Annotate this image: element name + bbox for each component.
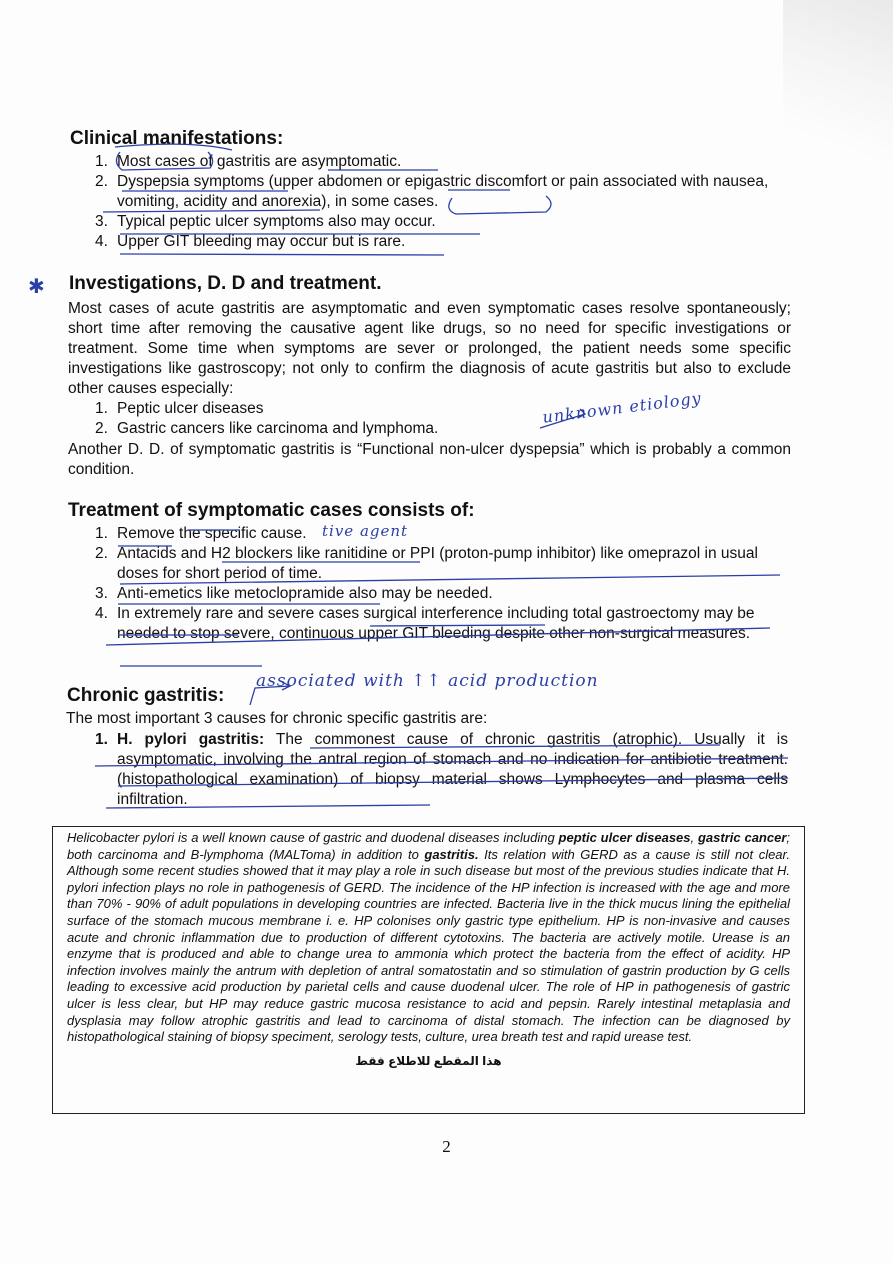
list-item [95, 212, 792, 232]
list-item [95, 584, 775, 604]
hp-info-text: Helicobacter pylori is a well known cause of gastric and duodenal diseases including peptic ulcer diseases, gastric cancer; both carcinoma and B-lymphoma (MALToma) in addition to gastritis. Its relation with GERD as a cause is still not clear. Although some recent studies showed that it may play a role in such disease but most of the previous studies indicate that H. pylori infection plays no role in pathogenesis of GERD. The incidence of the HP infection is increased with the age and more than 70% - 90% of adult populations in developing countries are infected. Bacteria live in the thick mucus lining the epithelial surface of the stomach mucous membrane i. e. HP colonises only gastric type epithelium. HP is non-invasive and causes acute and chronic inflammation due to production of different cytotoxins. The bacteria are actively motile. Urease is an enzyme that is produced and able to change urea to ammonia which protect the bacteria from the effect of acidity. HP infection involves mainly the antrum with depletion of antral somatostatin and so stimulation of gastrin production by G cells leading to excessive acid production by parietal cells and cause duodenal ulcer. The role of HP in pathogenesis of gastric ulcer is less clear, but HP may reduce gastric mucosa resistance to acid and pepsin. Rarely intestinal metaplasia and dysplasia may follow atrophic gastritis and lead to carcinoma of distal stomach. The infection can be diagnosed by histopathological staining of biopsy speciment, serology tests, culture, urea breath test and rapid urease test. [67, 830, 791, 1045]
page-number: 2 [442, 1137, 451, 1156]
item-text: Upper GIT bleeding may occur but is rare. [117, 233, 406, 250]
item-text: Antacids and H2 blockers like ranitidine or PPI (proton-pump inhibitor) like omeprazol in usual doses for short period of time. [117, 545, 758, 582]
list-item [95, 419, 495, 439]
item-number: 2. [95, 545, 108, 562]
chronic-intro: The most important 3 causes for chronic specific gastritis are: [66, 710, 488, 727]
item-number: 3. [95, 585, 108, 602]
chronic-heading: Chronic gastritis: [67, 685, 225, 706]
dd-note: Another D. D. of symptomatic gastritis is “Functional non-ulcer dyspepsia” which is probably a common condition. [68, 441, 791, 478]
item-number: 1. [95, 153, 108, 170]
list-item [95, 524, 775, 544]
item-number: 3. [95, 213, 108, 230]
clinical-heading: Clinical manifestations: [70, 128, 284, 149]
list-item [95, 544, 775, 584]
ink-underline [120, 254, 444, 255]
item-text: Remove the specific cause. [117, 525, 307, 542]
investigations-paragraph: Most cases of acute gastritis are asymptomatic and even symptomatic cases resolve spontaneously; short time after removing the causative agent like drugs, so no need for specific investigations or treatment. Some time when symptoms are sever or prolonged, the patient needs some specific investigations like gastroscopy; not only to confirm the diagnosis of acute gastritis but also to exclude other causes especially: [68, 300, 791, 397]
item-text: Gastric cancers like carcinoma and lymphoma. [117, 420, 439, 437]
investigations-heading: Investigations, D. D and treatment. [69, 273, 382, 294]
item-text: In extremely rare and severe cases surgical interference including total gastroectomy may be needed to stop severe, continuous upper GIT bleeding despite other non-surgical measures. [117, 605, 755, 642]
list-item [95, 152, 792, 172]
item-text: The commonest cause of chronic gastritis (atrophic). Usually it is asymptomatic, involving the antral region of stomach and no indication for antibiotic treatment. (histopathological examination) of biopsy material shows Lymphocytes and plasma cells infiltration. [117, 731, 788, 808]
item-text: Peptic ulcer diseases [117, 400, 264, 417]
item-number: 1. [95, 400, 108, 417]
chronic-item-1 [95, 730, 788, 810]
item-number: 4. [95, 233, 108, 250]
item-text: Dyspepsia symptoms (upper abdomen or epigastric discomfort or pain associated with nausea, vomiting, acidity and anorexia), in some cases. [117, 173, 769, 210]
handwritten-note-etiology: unknown etiology [541, 388, 703, 427]
item-number: 1. [95, 525, 108, 542]
hp-info-box [52, 826, 805, 1114]
treatment-list [95, 524, 775, 644]
list-item [95, 172, 792, 212]
list-item [95, 604, 775, 644]
item-number: 2. [95, 173, 108, 190]
item-label: H. pylori gastritis: [117, 731, 265, 748]
item-number: 4. [95, 605, 108, 622]
item-number: 2. [95, 420, 108, 437]
clinical-list [95, 152, 792, 252]
list-item [95, 232, 792, 252]
handwritten-note-agent: tive agent [322, 522, 409, 540]
star-mark-icon: ✱ [28, 274, 46, 298]
item-number: 1. [95, 731, 108, 748]
page-corner-fold [783, 0, 893, 200]
treatment-heading: Treatment of symptomatic cases consists of: [68, 500, 475, 521]
list-item [95, 399, 495, 419]
handwritten-note-acid: associated with ↑↑ acid production [256, 671, 599, 691]
item-text: Typical peptic ulcer symptoms also may occur. [117, 213, 436, 230]
item-text: Anti-emetics like metoclopramide also may be needed. [117, 585, 493, 602]
arabic-note: هذا المقطع للاطلاع فقط [355, 1053, 502, 1068]
item-text: Most cases of gastritis are asymptomatic. [117, 153, 402, 170]
investigations-list [95, 399, 495, 439]
